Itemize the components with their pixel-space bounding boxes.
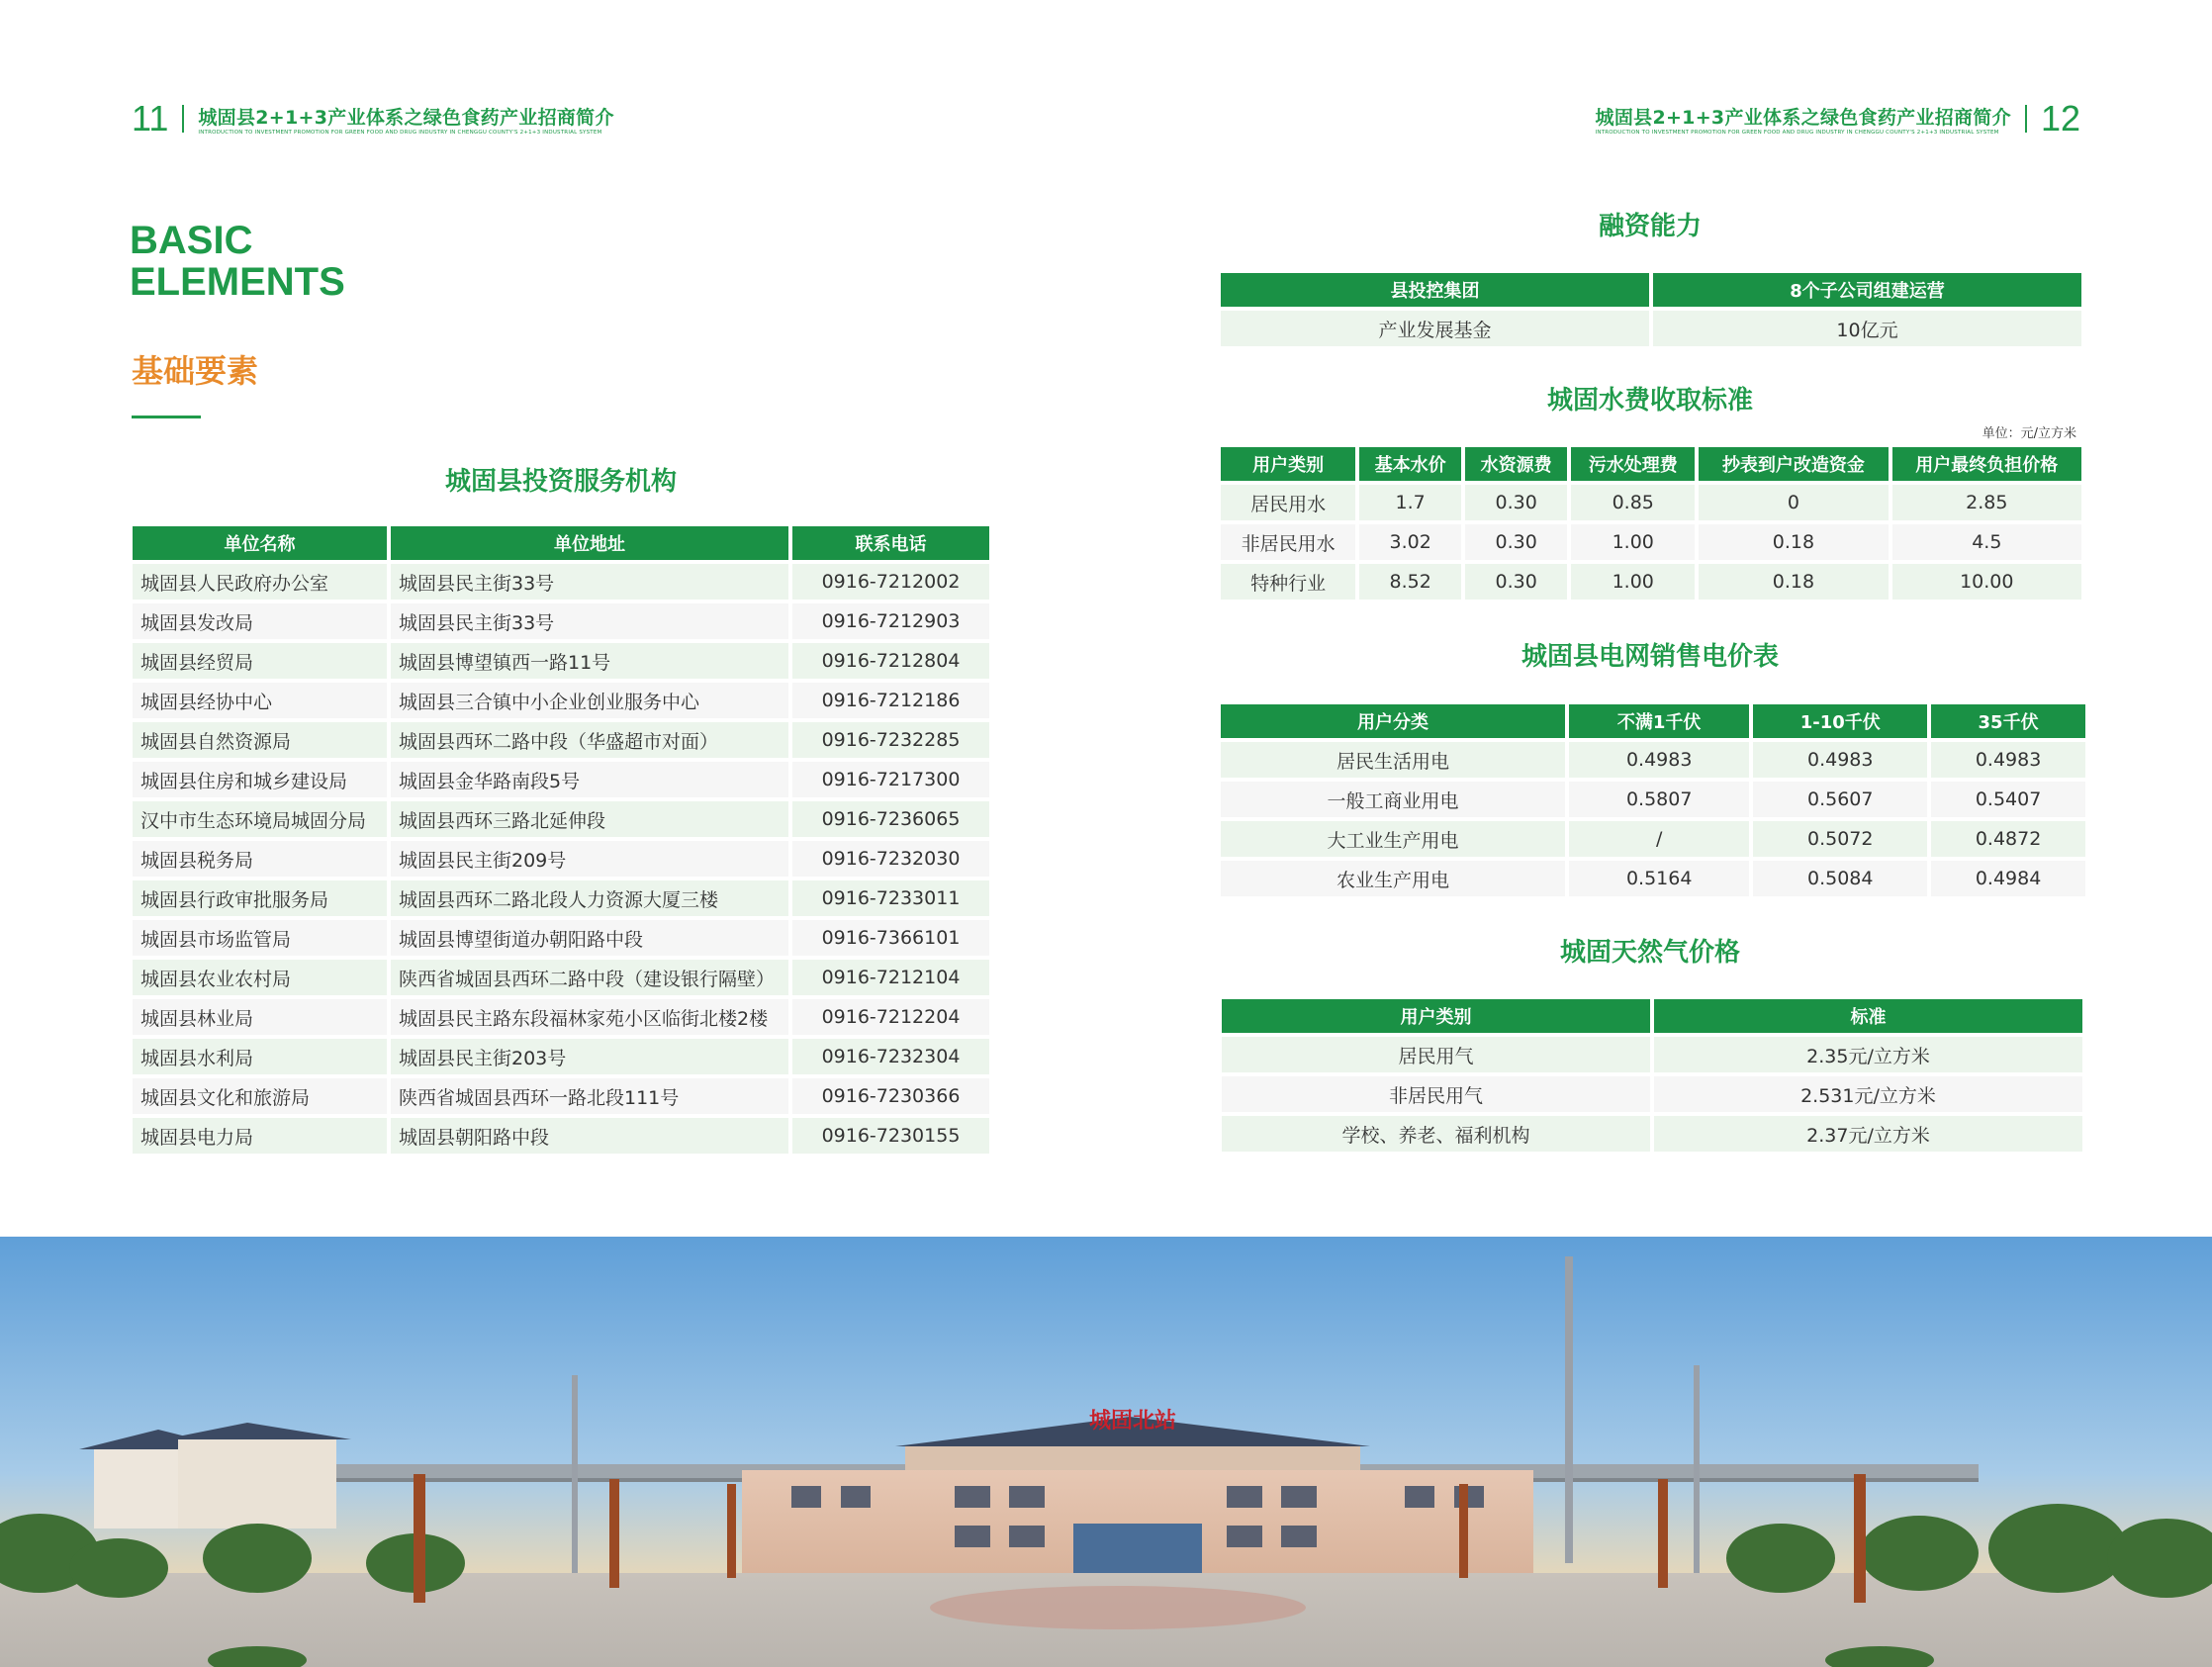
table-cell: 农业生产用电 [1221,861,1565,896]
table-cell: 产业发展基金 [1221,311,1649,346]
table-row [133,683,989,718]
table-cell: 0916-7212104 [792,960,989,995]
agencies-title: 城固县投资服务机构 [444,467,677,497]
table-cell: 0.5607 [1753,782,1927,817]
train-station-photo [0,1237,2212,1667]
table-cell: 居民用气 [1222,1037,1650,1072]
table-row [133,801,989,837]
table-row [133,643,989,679]
table-row [1221,524,2081,560]
table-cell: 城固县民主街209号 [391,841,788,877]
section-heading-en [130,220,345,303]
table-cell: 0916-7212903 [792,603,989,639]
column-header: 用户分类 [1221,704,1565,738]
table-cell: 陕西省城固县西环一路北段111号 [391,1078,788,1114]
table-row [1221,742,2085,778]
table-cell: 0916-7232304 [792,1039,989,1074]
table-row [1221,485,2081,520]
column-header: 8个子公司组建运营 [1653,273,2081,307]
table-cell: 2.35元/立方米 [1654,1037,2082,1072]
table-cell: 城固县西环三路北延伸段 [391,801,788,837]
station-sign: 城固北站 [1088,1409,1177,1434]
table-cell: 城固县博望镇西一路11号 [391,643,788,679]
column-header: 水资源费 [1465,447,1567,481]
table-cell: 0916-7217300 [792,762,989,797]
column-header: 污水处理费 [1571,447,1695,481]
table-cell: 城固县金华路南段5号 [391,762,788,797]
header-divider [2025,105,2027,133]
water-title: 城固水费收取标准 [1546,386,1753,416]
column-header: 35千伏 [1931,704,2085,738]
table-cell: 城固县林业局 [133,999,387,1035]
table-cell: 大工业生产用电 [1221,821,1565,857]
header-title: 城固县2+1+3产业体系之绿色食药产业招商简介 [198,106,614,129]
table-row [133,762,989,797]
column-header: 用户类别 [1222,999,1650,1033]
table-cell: 0.5084 [1753,861,1927,896]
gas-title: 城固天然气价格 [1559,938,1740,968]
table-cell: 0916-7230155 [792,1118,989,1154]
table-cell: 城固县行政审批服务局 [133,880,387,916]
table-cell: 城固县经协中心 [133,683,387,718]
table-cell: 0916-7366101 [792,920,989,956]
water-table [1217,443,2085,603]
table-cell: 0.18 [1699,524,1888,560]
table-cell: 0916-7212804 [792,643,989,679]
table-row [133,1039,989,1074]
table-row [133,564,989,600]
column-header: 标准 [1654,999,2082,1033]
table-cell: 城固县人民政府办公室 [133,564,387,600]
table-cell: 城固县农业农村局 [133,960,387,995]
table-cell: 城固县水利局 [133,1039,387,1074]
table-row [1221,311,2081,346]
table-cell: 一般工商业用电 [1221,782,1565,817]
table-cell: 居民用水 [1221,485,1355,520]
table-row [133,880,989,916]
table-cell: 1.7 [1359,485,1461,520]
table-row [1221,861,2085,896]
financing-title: 融资能力 [1598,212,1702,241]
column-header: 用户类别 [1221,447,1355,481]
table-cell: 0916-7236065 [792,801,989,837]
table-cell: 2.531元/立方米 [1654,1076,2082,1112]
table-cell: 10.00 [1892,564,2081,600]
column-header: 不满1千伏 [1569,704,1749,738]
table-row [133,603,989,639]
table-row [133,1078,989,1114]
table-cell: 2.37元/立方米 [1654,1116,2082,1152]
section-heading-cn: 基础要素 [132,352,259,390]
table-row [1222,1076,2082,1112]
table-cell: 非居民用水 [1221,524,1355,560]
table-cell: 1.00 [1571,564,1695,600]
column-header: 联系电话 [792,526,989,560]
column-header: 单位名称 [133,526,387,560]
station-illustration [0,1237,2212,1667]
table-cell: 0.4983 [1931,742,2085,778]
table-cell: 0.18 [1699,564,1888,600]
table-row [1221,821,2085,857]
table-cell: 0.30 [1465,485,1567,520]
table-cell: 0.4983 [1569,742,1749,778]
table-row [133,960,989,995]
table-cell: 0.30 [1465,524,1567,560]
table-cell: 汉中市生态环境局城固分局 [133,801,387,837]
table-cell: 0 [1699,485,1888,520]
table-cell: 城固县博望街道办朝阳路中段 [391,920,788,956]
table-cell: 城固县民主街33号 [391,603,788,639]
table-cell: 城固县朝阳路中段 [391,1118,788,1154]
table-cell: 城固县三合镇中小企业创业服务中心 [391,683,788,718]
table-cell: 0.4983 [1753,742,1927,778]
table-cell: 0916-7212204 [792,999,989,1035]
table-cell: 0.4872 [1931,821,2085,857]
table-cell: 0916-7233011 [792,880,989,916]
table-cell: 0.4984 [1931,861,2085,896]
table-cell: 城固县西环二路中段（华盛超市对面） [391,722,788,758]
table-cell: 学校、养老、福利机构 [1222,1116,1650,1152]
table-cell: 0.5407 [1931,782,2085,817]
table-cell: 城固县电力局 [133,1118,387,1154]
header-title-block [1596,103,2011,136]
heading-line-2: ELEMENTS [130,260,345,304]
table-cell: 居民生活用电 [1221,742,1565,778]
table-cell: 0916-7230366 [792,1078,989,1114]
header-title-block [198,103,613,136]
table-cell: 城固县文化和旅游局 [133,1078,387,1114]
table-cell: 0.5164 [1569,861,1749,896]
table-row [1221,564,2081,600]
table-cell: 城固县发改局 [133,603,387,639]
table-cell: 0.85 [1571,485,1695,520]
table-row [133,1118,989,1154]
table-cell: 城固县住房和城乡建设局 [133,762,387,797]
column-header: 单位地址 [391,526,788,560]
gas-table [1218,995,2086,1156]
table-cell: 4.5 [1892,524,2081,560]
page-header-right [1596,99,2080,139]
table-row [133,920,989,956]
table-row [1222,1116,2082,1152]
table-cell: 城固县西环二路北段人力资源大厦三楼 [391,880,788,916]
table-row [133,722,989,758]
table-cell: 3.02 [1359,524,1461,560]
page-number: 11 [132,98,169,139]
header-title: 城固县2+1+3产业体系之绿色食药产业招商简介 [1595,106,2011,129]
header-divider [182,105,184,133]
electric-title: 城固县电网销售电价表 [1521,642,1779,672]
table-cell: 城固县民主路东段福林家苑小区临街北楼2楼 [391,999,788,1035]
financing-table [1217,269,2085,350]
table-cell: 10亿元 [1653,311,2081,346]
table-row [1222,1037,2082,1072]
heading-underline [132,416,201,418]
table-cell: 0916-7232030 [792,841,989,877]
table-cell: 0916-7212186 [792,683,989,718]
table-cell: 城固县市场监管局 [133,920,387,956]
agencies-table [129,522,993,1158]
table-row [1221,782,2085,817]
table-row [133,841,989,877]
table-cell: 0916-7232285 [792,722,989,758]
table-cell: 0.5807 [1569,782,1749,817]
water-unit-note: 单位：元/立方米 [1982,426,2076,441]
column-header: 县投控集团 [1221,273,1649,307]
column-header: 1-10千伏 [1753,704,1927,738]
table-cell: 城固县民主街33号 [391,564,788,600]
header-subtitle: INTRODUCTION TO INVESTMENT PROMOTION FOR GREEN FOOD AND DRUG INDUSTRY IN CHENGGU COUNTY'S 2+1+3 INDUSTRIAL SYSTEM [1595,129,1999,136]
table-cell: 城固县税务局 [133,841,387,877]
page-number: 12 [2040,98,2080,139]
header-subtitle: INTRODUCTION TO INVESTMENT PROMOTION FOR GREEN FOOD AND DRUG INDUSTRY IN CHENGGU COUNTY'S 2+1+3 INDUSTRIAL SYSTEM [198,129,602,136]
table-cell: 城固县自然资源局 [133,722,387,758]
table-cell: 特种行业 [1221,564,1355,600]
column-header: 抄表到户改造资金 [1699,447,1888,481]
electric-table [1217,700,2089,900]
table-cell: 非居民用气 [1222,1076,1650,1112]
table-cell: 城固县民主街203号 [391,1039,788,1074]
table-cell: 1.00 [1571,524,1695,560]
table-cell: / [1569,821,1749,857]
table-cell: 陕西省城固县西环二路中段（建设银行隔壁） [391,960,788,995]
table-cell: 0916-7212002 [792,564,989,600]
table-cell: 8.52 [1359,564,1461,600]
table-row [133,999,989,1035]
table-cell: 城固县经贸局 [133,643,387,679]
column-header: 基本水价 [1359,447,1461,481]
heading-line-1: BASIC [130,219,253,262]
column-header: 用户最终负担价格 [1892,447,2081,481]
page-header-left [132,99,614,139]
table-cell: 2.85 [1892,485,2081,520]
table-cell: 0.5072 [1753,821,1927,857]
table-cell: 0.30 [1465,564,1567,600]
